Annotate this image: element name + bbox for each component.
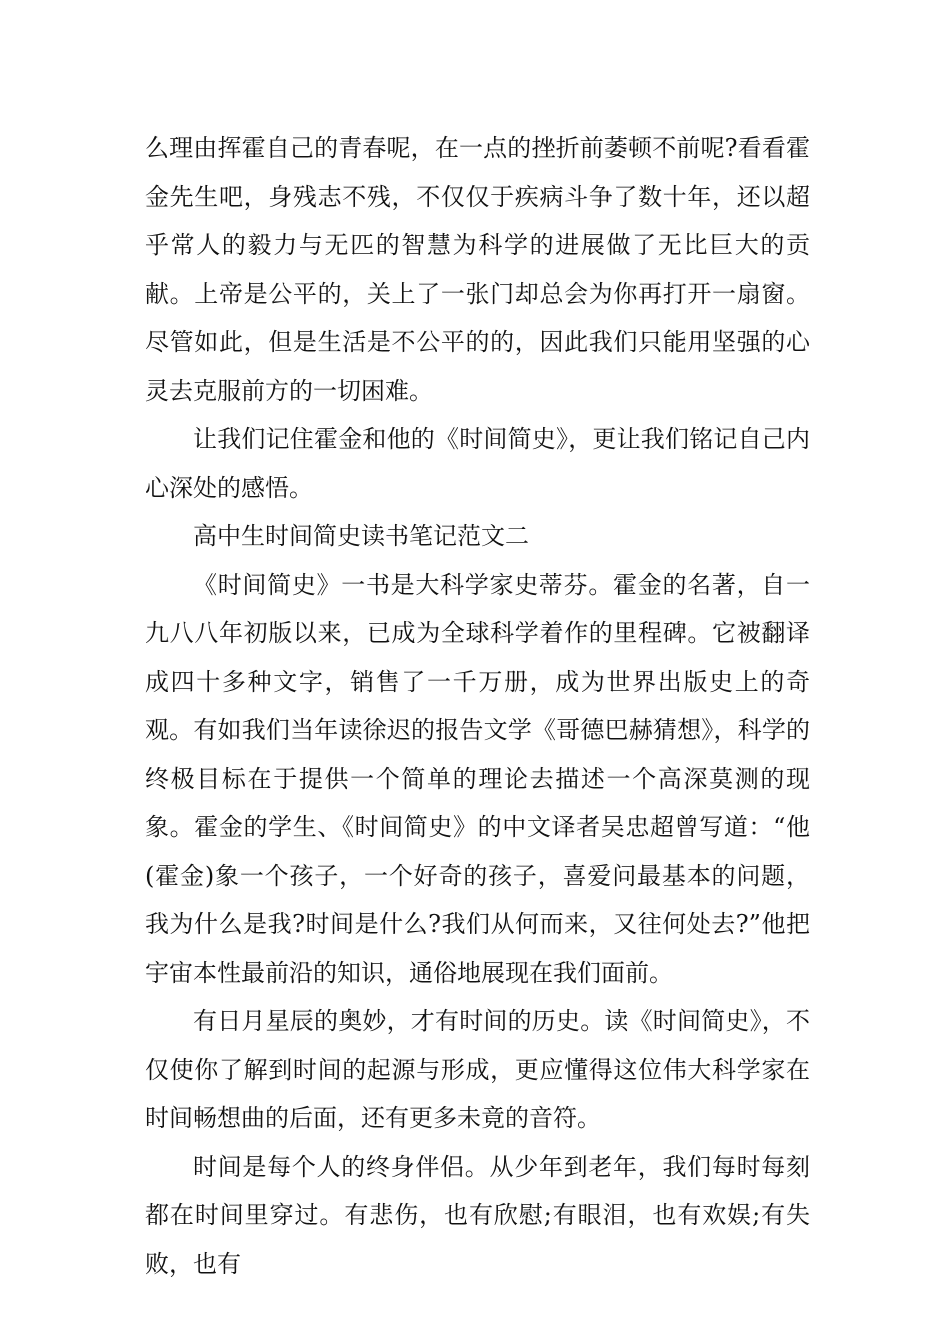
section-heading: 高中生时间简史读书笔记范文二	[193, 522, 529, 550]
paragraph-book-intro: 《时间简史》一书是大科学家史蒂芬。霍金的名著，自一九八八年初版以来，已成为全球科学着作的里程碑。它被翻译成四十多种文字，销售了一千万册，成为世界出版史上的奇观。有如我们当年读徐迟的报告文学《哥德巴赫猜想》，科学的终极目标在于提供一个简单的理论去描述一个高深莫测的现象。霍金的学生、《时间简史》的中文译者吴忠超曾写道：“他(霍金)象一个孩子，一个好奇的孩子，喜爱问最基本的问题，我为什么是我?时间是什么?我们从何而来，又往何处去?”他把宇宙本性最前沿的知识，通俗地展现在我们面前。	[145, 570, 810, 987]
document-body	[145, 124, 810, 1288]
paragraph-continuation: 么理由挥霍自己的青春呢，在一点的挫折前萎顿不前呢?看看霍金先生吧，身残志不残，不仅仅于疾病斗争了数十年，还以超乎常人的毅力与无匹的智慧为科学的进展做了无比巨大的贡献。上帝是公平的，关上了一张门却总会为你再打开一扇窗。尽管如此，但是生活是不公平的的，因此我们只能用坚强的心灵去克服前方的一切困难。	[145, 134, 810, 405]
paragraph-remember-hawking: 让我们记住霍金和他的《时间简史》，更让我们铭记自己内心深处的感悟。	[145, 425, 810, 502]
paragraph-time-companion: 时间是每个人的终身伴侣。从少年到老年，我们每时每刻都在时间里穿过。有悲伤，也有欣慰;有眼泪，也有欢娱;有失败，也有	[145, 1152, 810, 1278]
paragraph-sun-moon-stars: 有日月星辰的奥妙，才有时间的历史。读《时间简史》，不仅使你了解到时间的起源与形成，更应懂得这位伟大科学家在时间畅想曲的后面，还有更多未竟的音符。	[145, 1007, 810, 1132]
